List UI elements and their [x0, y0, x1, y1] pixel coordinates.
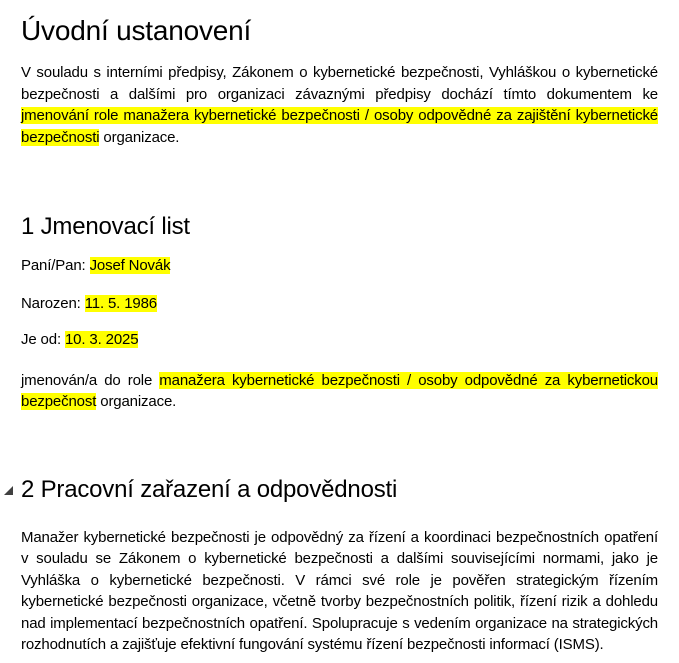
field-start-date: [21, 329, 658, 351]
intro-paragraph-highlight: jmenování role manažera kybernetické bezpečnosti / osoby odpovědné za zajištění kybernetické bezpečnosti: [21, 107, 658, 146]
section2-heading-row: [21, 475, 658, 504]
field-birthdate-value: 11. 5. 1986: [84, 294, 157, 312]
appointment-paragraph-highlight: manažera kybernetické bezpečnosti / osoby odpovědné za kybernetickou bezpečnost: [21, 371, 658, 410]
field-start-date-label: Je od:: [21, 331, 65, 348]
appointment-paragraph-post: organizace.: [96, 393, 177, 410]
field-start-date-value: 10. 3. 2025: [64, 331, 139, 348]
appointment-paragraph-pre: jmenován/a do role: [21, 371, 160, 389]
field-birthdate: [21, 293, 658, 315]
intro-paragraph: [21, 62, 658, 148]
field-name-value: Josef Novák: [89, 257, 171, 274]
field-name-label: Paní/Pan:: [21, 257, 90, 274]
document-title: Úvodní ustanovení: [21, 15, 252, 46]
intro-paragraph-post: organizace.: [99, 128, 180, 146]
appointment-paragraph: [21, 370, 658, 413]
field-name: [21, 255, 658, 277]
intro-paragraph-pre: V souladu s interními předpisy, Zákonem o kybernetické bezpečnosti, Vyhláškou o kybernetické bezpečnosti a dalšími pro organizaci závaznými předpisy dochází tímto dokumentem ke: [21, 64, 658, 103]
section1-heading: 1 Jmenovací list: [21, 213, 190, 240]
section2-heading: 2 Pracovní zařazení a odpovědnosti: [21, 475, 398, 503]
section2-body-paragraph: Manažer kybernetické bezpečnosti je odpovědný za řízení a koordinaci bezpečnostních opatření v souladu se Zákonem o kybernetické bezpečnosti a dalšími souvisejícími normami, jako je Vyhláška o kybernetické bezpečnosti. V rámci své role je pověřen strategickým řízením kybernetické bezpečnosti organizace, včetně tvorby bezpečnostních politik, řízení rizik a dohledu nad implementací bezpečnostních opatření. Spolupracuje s vedením organizace na strategických rozhodnutích a zajišťuje efektivní fungování systému řízení bezpečnosti informací (ISMS).: [21, 528, 658, 653]
field-birthdate-label: Narozen:: [21, 294, 85, 312]
collapse-triangle-icon[interactable]: [4, 486, 13, 495]
